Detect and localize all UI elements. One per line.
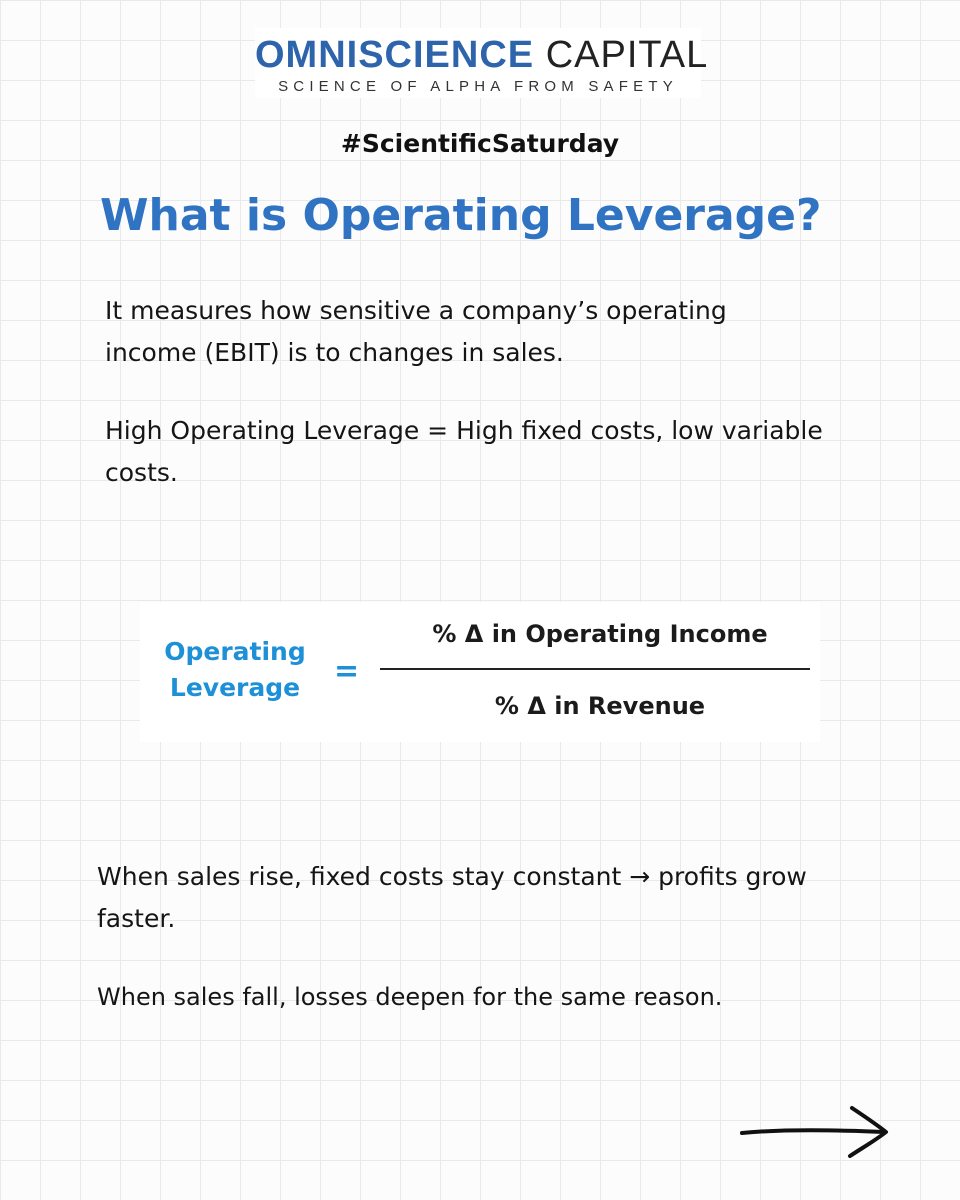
formula-denominator: % Δ in Revenue (494, 692, 706, 720)
explanation-sales-rise: When sales rise, fixed costs stay constant → profits grow faster. (97, 862, 807, 933)
brand-name (255, 32, 709, 78)
hashtag: #ScientificSaturday (340, 129, 620, 158)
formula-lhs: Operating Leverage (164, 637, 306, 702)
intro-high-leverage: High Operating Leverage = High fixed costs, low variable costs. (105, 416, 823, 487)
formula-numerator: % Δ in Operating Income (432, 620, 768, 648)
right-arrow-icon[interactable] (738, 1100, 894, 1164)
page-title: What is Operating Leverage? (100, 190, 822, 241)
brand-name-part1: OMNISCIENCE (255, 34, 535, 76)
explanation-sales-fall: When sales fall, losses deepen for the same reason. (97, 983, 723, 1011)
brand-logo (255, 28, 709, 98)
fraction-bar (380, 668, 810, 670)
brand-name-part2: CAPITAL (545, 34, 709, 76)
brand-tagline: SCIENCE OF ALPHA FROM SAFETY (278, 78, 678, 95)
formula-equals: = (334, 654, 360, 689)
formula-box (140, 602, 820, 742)
intro-definition: It measures how sensitive a company’s operating income (EBIT) is to changes in sales. (105, 296, 727, 367)
